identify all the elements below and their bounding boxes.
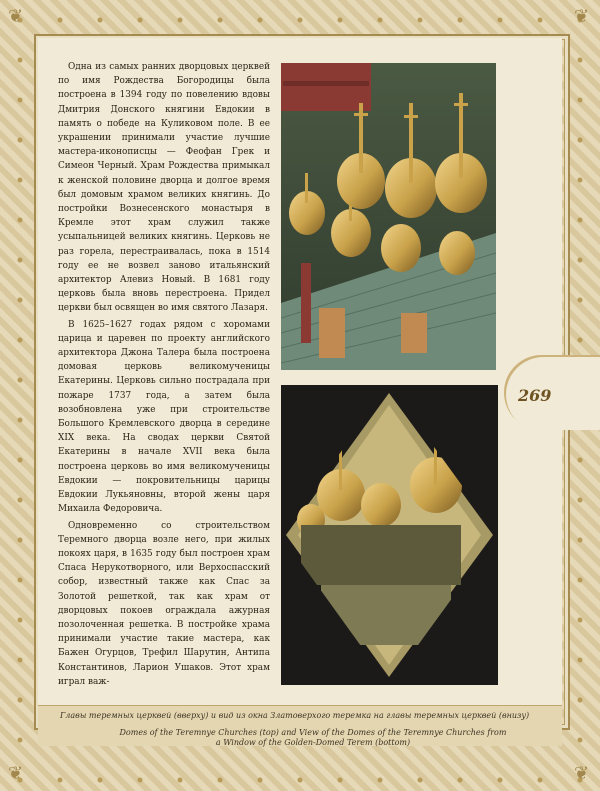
corner-ornament-icon: ❦ xyxy=(574,6,590,27)
corner-ornament-icon: ❦ xyxy=(574,763,590,784)
photo-window-view xyxy=(281,385,498,685)
caption-english xyxy=(88,728,538,748)
corner-ornament-icon: ❦ xyxy=(8,763,24,784)
caption-english-line-2: a Window of the Golden-Domed Terem (bottom) xyxy=(215,738,411,747)
paragraph-3: Одновременно со строительством Теремного дворца возле него, при жилых покоях царя, в 1635 году был построен храм Спаса Нерукотворного, или Верхоспасский собор, известный также как Спас за Золотой решеткой, так как храм от дворцовых покоев ограждала ажурная позолоченная решетка. В постройке храма принимали участие такие мастера, как Бажен Огурцов, Трефил Шарутин, Антипа Константинов, Ларион Ушаков. Этот храм играл важ- xyxy=(58,520,270,687)
caption-russian: Главы теремных церквей (вверху) и вид из окна Златоверхого теремка на главы теремных церквей (внизу) xyxy=(60,711,530,720)
photo-domes-top xyxy=(281,63,496,370)
paragraph-1: Одна из самых ранних дворцовых церквей по имя Рождества Богородицы была построена в 1394 году по повелению вдовы Дмитрия Донского княгини Евдокии в память о победе на Куликовом поле. В ее украшении принимали участие лучшие мастера-иконописцы — Феофан Грек и Симеон Черный. Храм Рождества примыкал к женской половине дворца и долгое время был домовым храмом великих княгинь. До постройки Вознесенского монастыря в Кремле этот храм служил также усыпальницей великих княгинь. Церковь не раз горела, перестраивалась, пока в 1514 году ее не возвел заново итальянский архитектор Алевиз Новый. В 1681 году церковь была вновь перестроена. Придел церкви был освящен во имя святого Лазаря. xyxy=(58,62,270,314)
caption-english-line-1: Domes of the Teremnye Churches (top) and View of the Domes of the Teremnye Churches from xyxy=(119,728,507,737)
corner-ornament-icon: ❦ xyxy=(8,6,24,27)
article-text xyxy=(58,60,270,691)
page-number: 269 xyxy=(518,386,552,405)
paragraph-2: В 1625–1627 годах рядом с хоромами царица и царевен по проекту английского архитектора Джона Талера была построена домовая церковь великомученицы Екатерины. Церковь сильно пострадала при пожаре 1737 года, а затем была возобновлена уже при строительстве Большого Кремлевского дворца в середине XIX века. На сводах церкви Святой Екатерины в начале XVII века была построена церковь во имя великомученицы Евдокии — покровительницы царицы Евдокии Лукьяновны, второй жены царя Михаила Федоровича. xyxy=(58,319,270,515)
